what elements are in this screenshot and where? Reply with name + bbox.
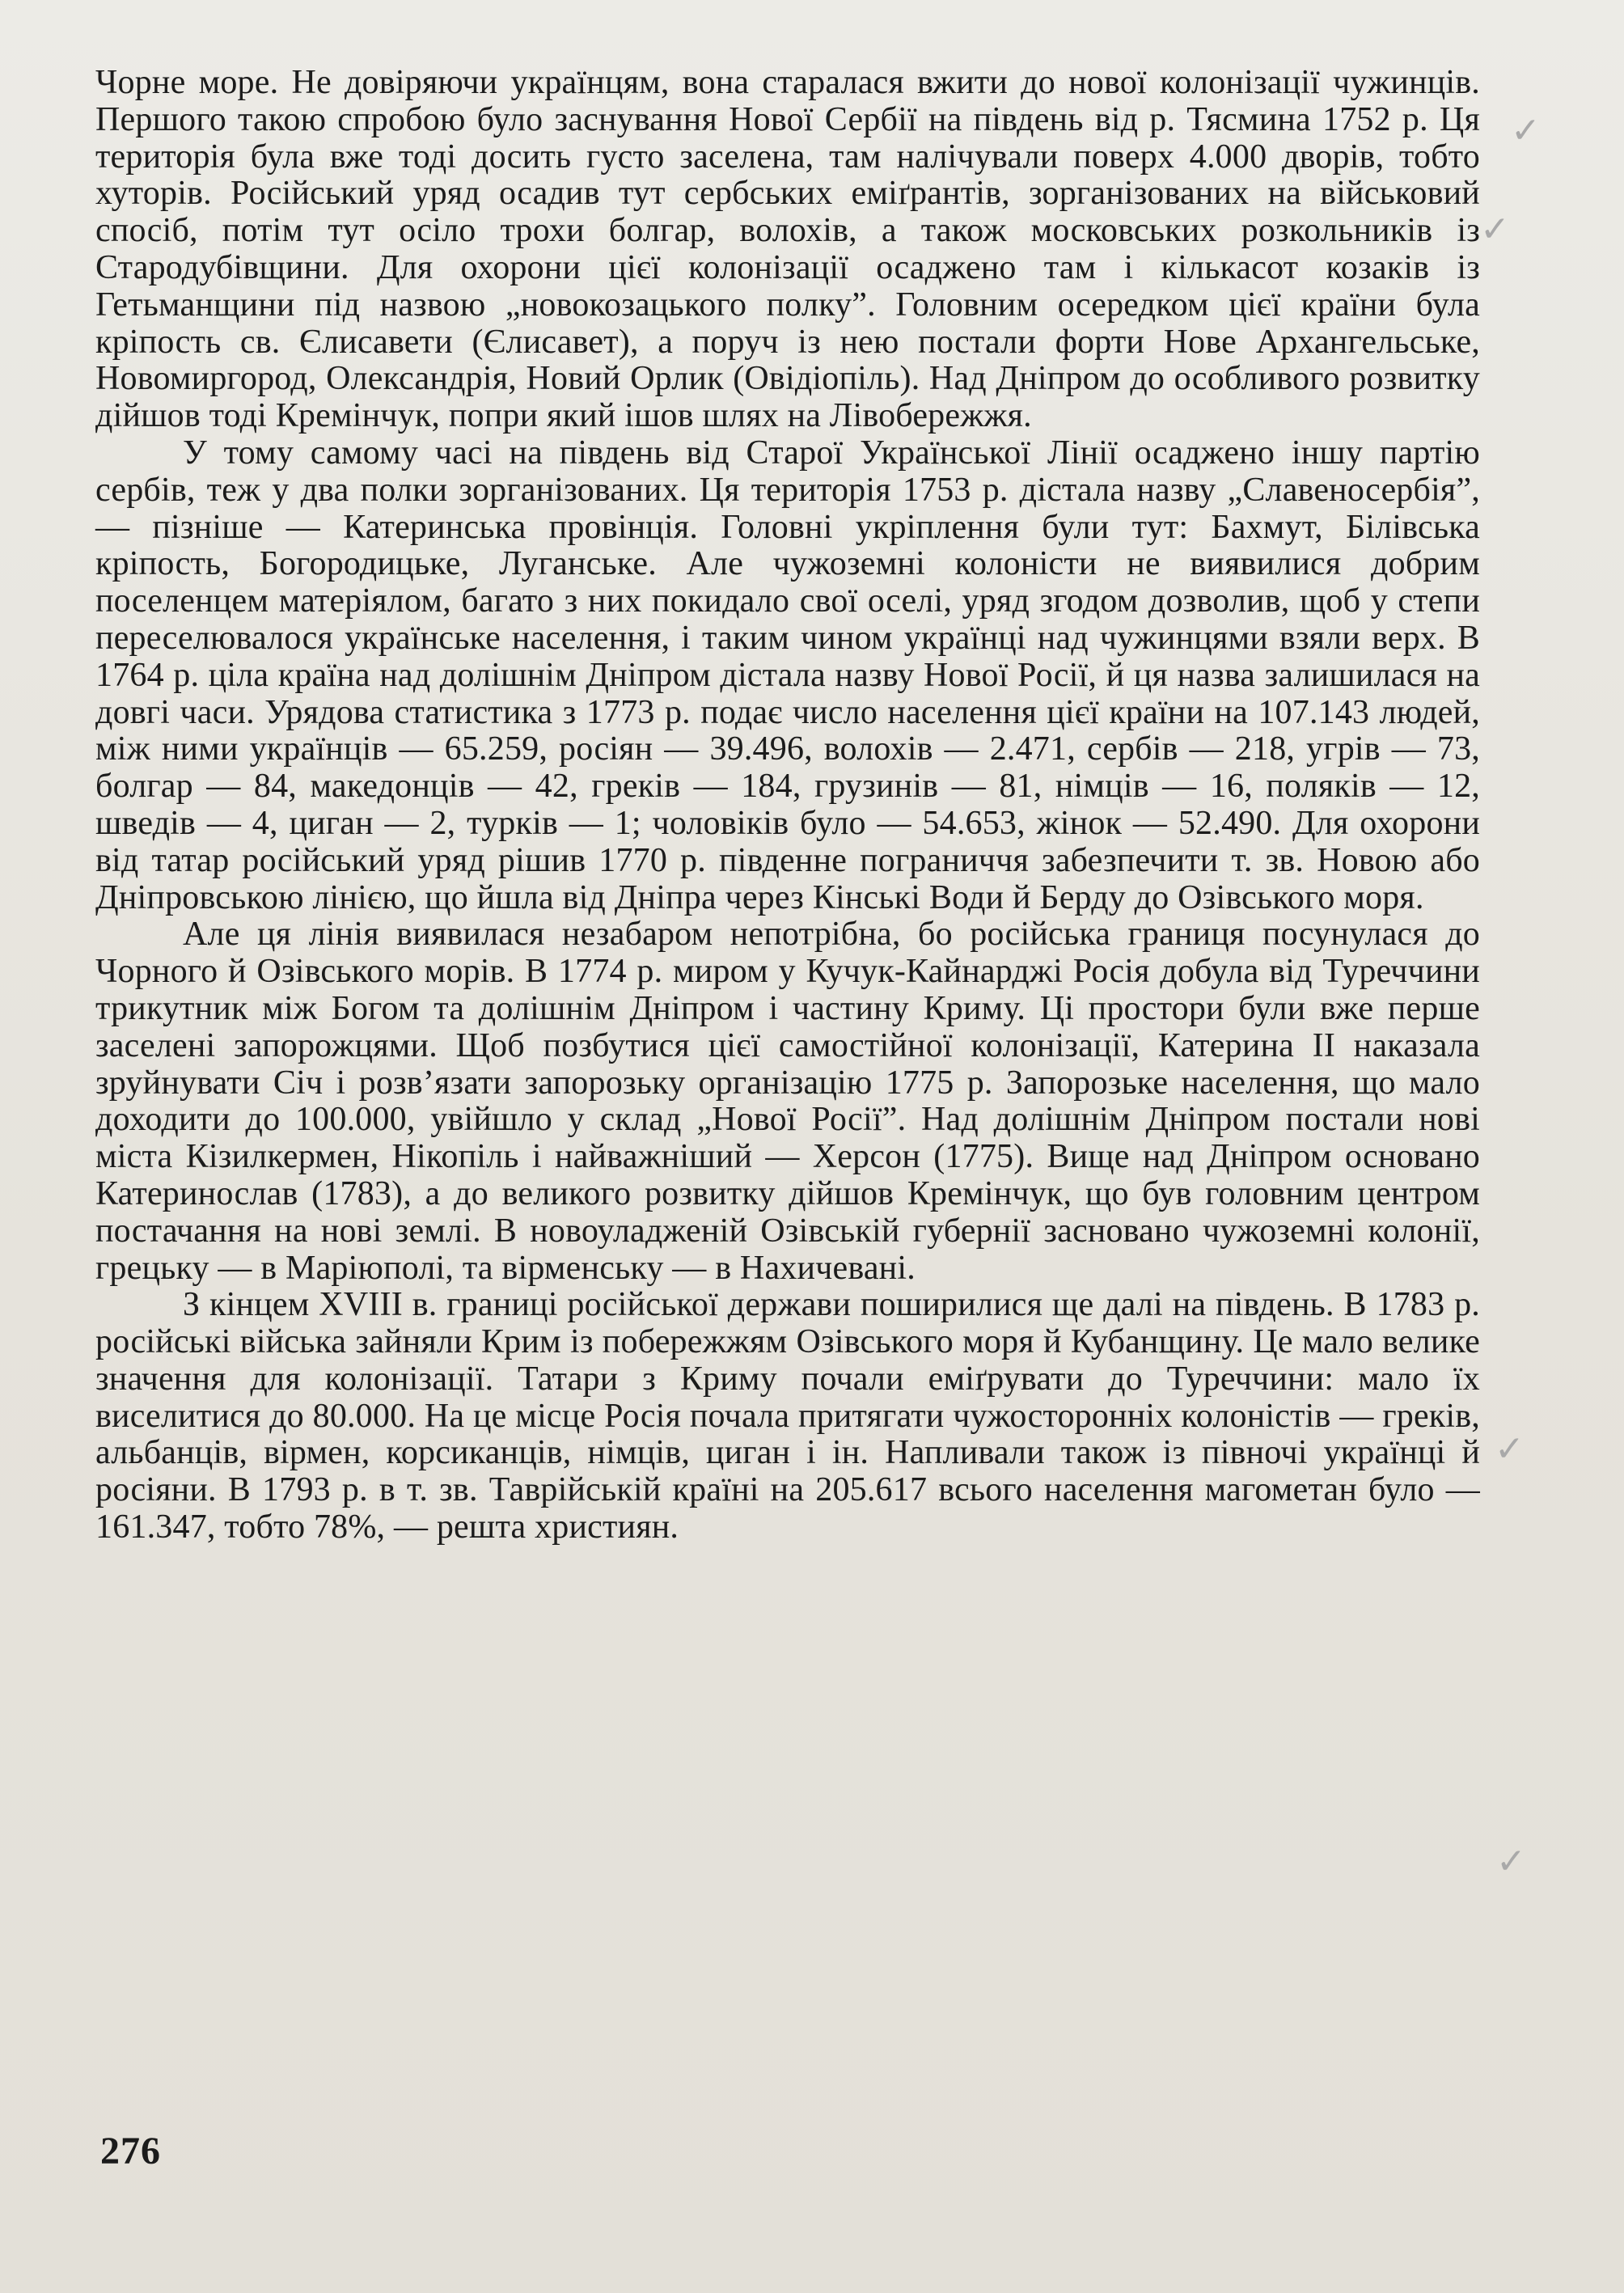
body-text — [95, 65, 1480, 1546]
pencil-check-mark: ✓ — [1511, 110, 1541, 151]
pencil-check-mark: ✓ — [1495, 1428, 1525, 1470]
paragraph-3: Але ця лінія виявилася незабаром непотрібна, бо російська границя посунулася до Чорного й Озівського морів. В 1774 р. миром у Кучук-Кайнарджі Росія добула від Туреччини трикутник між Богом та долішнім Дніпром і частину Криму. Ці простори були вже перше заселені запорожцями. Щоб позбутися цієї самостійної колонізації, Катерина II наказала зруйнувати Січ і розв’язати запорозьку організацію 1775 р. Запорозьке населення, що мало доходити до 100.000, увійшло у склад „Нової Росії”. Над долішнім Дніпром постали нові міста Кізилкермен, Нікопіль і найважніший — Херсон (1775). Вище над Дніпром основано Катеринослав (1783), а до великого розвитку дійшов Кремінчук, що був головним центром постачання на нові землі. В новоуладженій Озівській губернії засновано чужоземні колонії, грецьку — в Маріюполі, та вірменську — в Нахичевані. — [95, 916, 1480, 1287]
pencil-check-mark: ✓ — [1480, 209, 1510, 250]
paragraph-2: У тому самому часі на південь від Старої Української Лінії осаджено іншу партію сербів, теж у два полки зорганізованих. Ця територія 1753 р. дістала назву „Славеносербія”, — пізніше — Катеринська провінція. Головні укріплення були тут: Бахмут, Білівська кріпость, Богородицьке, Луганське. Але чужоземні колоністи не виявилися добрим поселенцем матеріялом, багато з них покидало свої оселі, уряд згодом дозволив, щоб у степи переселювалося українське населення, і таким чином українці над чужинцями взяли верх. В 1764 р. ціла країна над долішнім Дніпром дістала назву Нової Росії, й ця назва залишилася на довгі часи. Урядова статистика з 1773 р. подає число населення цієї країни на 107.143 людей, між ними українців — 65.259, росіян — 39.496, волохів — 2.471, сербів — 218, угрів — 73, болгар — 84, македонців — 42, греків — 184, грузинів — 81, німців — 16, поляків — 12, шведів — 4, циган — 2, турків — 1; чоловіків було — 54.653, жінок — 52.490. Для охорони від татар російський уряд рішив 1770 р. південне пограниччя забезпечити т. зв. Новою або Дніпровською лінією, що йшла від Дніпра через Кінські Води й Берду до Озівського моря. — [95, 434, 1480, 916]
paragraph-1: Чорне море. Не довіряючи українцям, вона старалася вжити до нової колонізації чужинців. Першого такою спробою було заснування Нової Сербії на південь від р. Тясмина 1752 р. Ця територія була вже тоді досить густо заселена, там налічували поверх 4.000 дворів, тобто хуторів. Російський уряд осадив тут сербських еміґрантів, зорганізованих на військовий спосіб, потім тут осіло трохи болгар, волохів, а також московських розкольників із Стародубівщини. Для охорони цієї колонізації осаджено там і кількасот козаків із Гетьманщини під назвою „новокозацького полку”. Головним осередком цієї країни була кріпость св. Єлисавети (Єлисавет), а поруч із нею постали форти Нове Архангельське, Новомиргород, Олександрія, Новий Орлик (Овідіопіль). Над Дніпром до особливого розвитку дійшов тоді Кремінчук, попри який ішов шлях на Лівобережжя. — [95, 64, 1480, 435]
pencil-check-mark: ✓ — [1496, 1841, 1526, 1882]
page-number: 276 — [100, 2130, 161, 2172]
paragraph-4: З кінцем XVIII в. границі російської держави поширилися ще далі на південь. В 1783 р. російські війська зайняли Крим із побережжям Озівського моря й Кубанщину. Це мало велике значення для колонізації. Татари з Криму почали еміґрувати до Туреччини: мало їх виселитися до 80.000. На це місце Росія почала притягати чужосторонніх колоністів — греків, альбанців, вірмен, корсиканців, німців, циган і ін. Напливали також із півночі українці й росіяни. В 1793 р. в т. зв. Таврійській країні на 205.617 всього населення магометан було — 161.347, тобто 78%, — решта християн. — [95, 1286, 1480, 1546]
